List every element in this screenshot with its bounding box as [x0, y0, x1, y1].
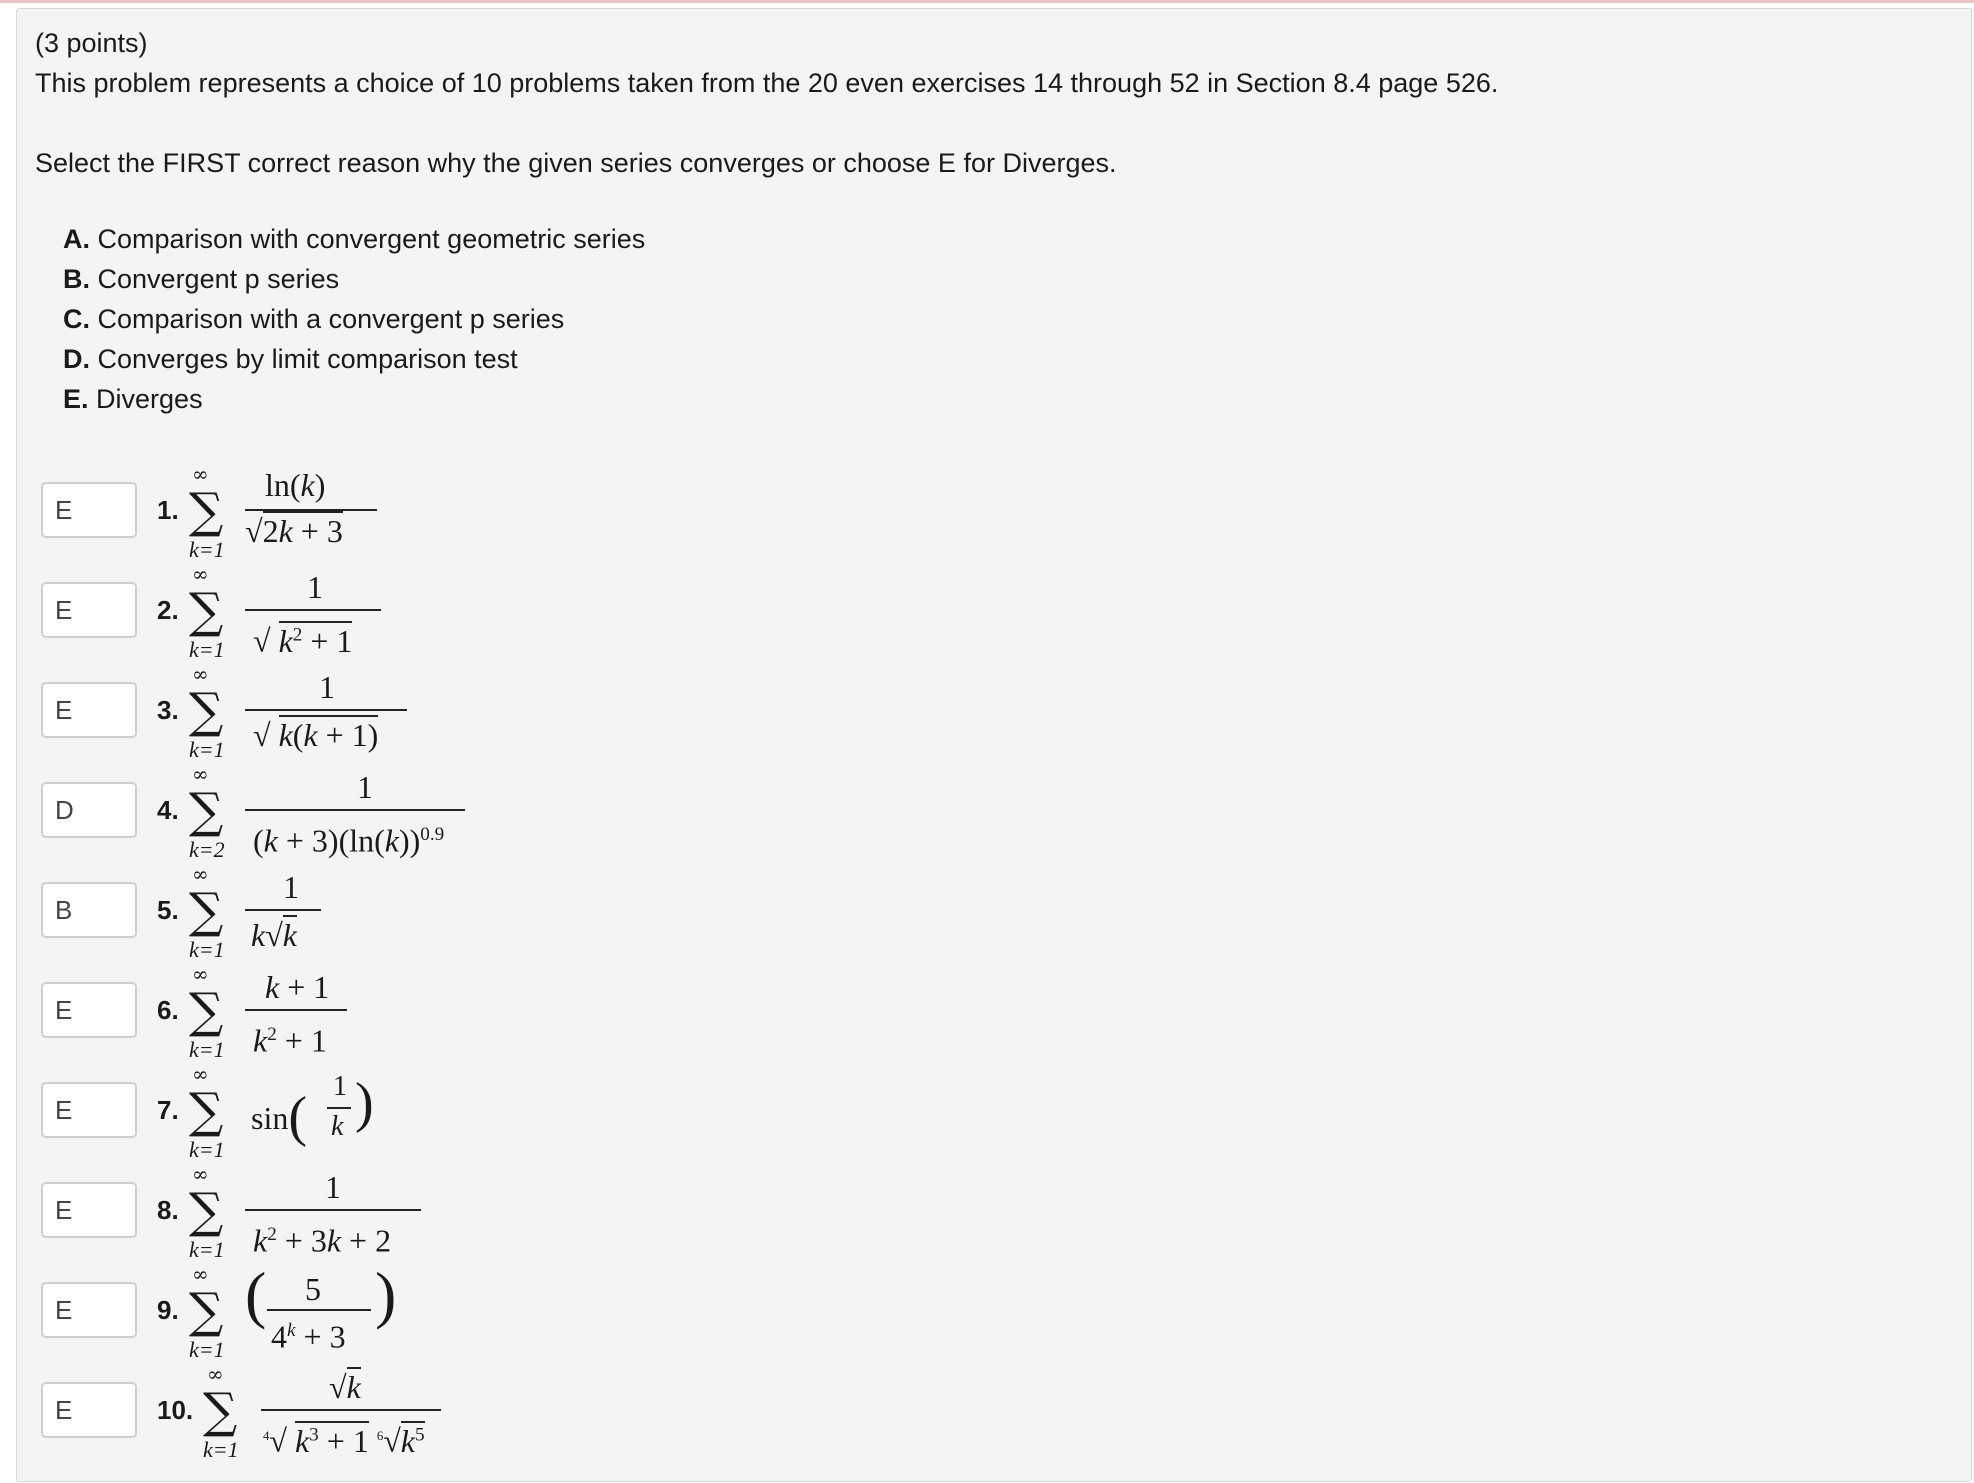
- expression-7: sin(: [251, 1086, 307, 1148]
- expression-6: k + 1: [265, 969, 330, 1005]
- sum-lower-7: k=1: [189, 1137, 225, 1162]
- option-b: B. Convergent p series: [63, 264, 340, 294]
- problem-number-9: 9.: [157, 1295, 179, 1325]
- sigma-8: ∑: [189, 1183, 224, 1239]
- option-c: C. Comparison with a convergent p series: [63, 304, 565, 334]
- answer-input-4[interactable]: D: [41, 782, 137, 838]
- expression-2: 1: [307, 569, 323, 605]
- answer-input-6[interactable]: E: [41, 982, 137, 1038]
- sum-upper-5: ∞: [192, 862, 209, 886]
- sum-upper-2: ∞: [192, 562, 209, 586]
- sum-upper-6: ∞: [192, 962, 209, 986]
- option-a: A. Comparison with convergent geometric series: [63, 224, 646, 254]
- sum-upper-4: ∞: [192, 762, 209, 786]
- problem-number-7: 7.: [157, 1095, 179, 1125]
- problem-number-2: 2.: [157, 595, 179, 625]
- problem-number-4: 4.: [157, 795, 179, 825]
- sum-upper-7: ∞: [192, 1062, 209, 1086]
- answer-input-2[interactable]: E: [41, 582, 137, 638]
- answer-input-7[interactable]: E: [41, 1082, 137, 1138]
- expression-8: 1: [325, 1169, 341, 1205]
- problem-description: This problem represents a choice of 10 problems taken from the 20 even exercises 14 through 52 in Section 8.4 page 526.: [35, 68, 1499, 98]
- sigma-3: ∑: [189, 683, 224, 739]
- expression-5: 1: [283, 869, 299, 905]
- sum-upper-1: ∞: [192, 462, 209, 486]
- expression-4: 1: [357, 769, 373, 805]
- sum-upper-10: ∞: [207, 1362, 224, 1386]
- sum-lower-6: k=1: [189, 1037, 225, 1062]
- answer-input-8[interactable]: E: [41, 1182, 137, 1238]
- expression-1: ln(k): [265, 467, 326, 503]
- sigma-6: ∑: [189, 983, 224, 1039]
- problem-number-6: 6.: [157, 995, 179, 1025]
- answer-input-9[interactable]: E: [41, 1282, 137, 1338]
- expression-10: √k: [329, 1369, 361, 1405]
- expression-9: (: [245, 1259, 267, 1330]
- sigma-4: ∑: [189, 783, 224, 839]
- sigma-7: ∑: [189, 1083, 224, 1139]
- sum-lower-5: k=1: [189, 937, 225, 962]
- sigma-10: ∑: [203, 1383, 238, 1439]
- sigma-2: ∑: [189, 583, 224, 639]
- sum-lower-8: k=1: [189, 1237, 225, 1262]
- problem-number-8: 8.: [157, 1195, 179, 1225]
- sigma-1: ∑: [189, 483, 224, 539]
- problem-number-1: 1.: [157, 495, 179, 525]
- points-label: (3 points): [35, 28, 148, 58]
- answer-input-10[interactable]: E: [41, 1382, 137, 1438]
- problem-number-5: 5.: [157, 895, 179, 925]
- instruction-text: Select the FIRST correct reason why the given series converges or choose E for Diverges.: [35, 148, 1117, 178]
- top-border: [0, 0, 1974, 3]
- answer-input-3[interactable]: E: [41, 682, 137, 738]
- sum-lower-10: k=1: [203, 1437, 239, 1462]
- sum-lower-2: k=1: [189, 637, 225, 662]
- answer-input-5[interactable]: B: [41, 882, 137, 938]
- answer-input-1[interactable]: E: [41, 482, 137, 538]
- problem-number-3: 3.: [157, 695, 179, 725]
- option-e: E. Diverges: [63, 384, 203, 414]
- problem-panel: (3 points) This problem represents a choice of 10 problems taken from the 20 even exercises 14 through 52 in Section 8.4 page 526. Select the FIRST correct reason why the given series converges or choose E for Diverges. A. Comparison with convergent geometric series B. Convergent p series C. Comparison with a convergent p series D. Converges by limit comparison test E. Diverges E 1. ∞ ∑ k=1 ln(k) √2k + 3 E 2. ∞ ∑ k=1 1 √ $k^2 + 1$ E 3. ∞ ∑ k=1 1 √ k(k + 1) D 4. ∞ ∑ k=2 1 $(k + 3)(\ln(k))^{0.9}$ B 5. ∞ ∑ k=1 1 k√k E 6. ∞ ∑ k=1 k + 1 $k^2 + 1$ E 7. ∞ ∑ k=1 sin( 1 k ) E 8. ∞ ∑ k=1 1 $k^2 + 3k + 2$ E 9. ∞ ∑ k=1 ( 5 $4^k + 3$ ) E 10. ∞ ∑ k=1 √k $^4$√ $k^3 + 1$ $^6√k^5$: [16, 8, 1972, 1482]
- sum-upper-8: ∞: [192, 1162, 209, 1186]
- sum-upper-3: ∞: [192, 662, 209, 686]
- sum-lower-9: k=1: [189, 1337, 225, 1362]
- sigma-5: ∑: [189, 883, 224, 939]
- problem-number-10: 10.: [157, 1395, 194, 1425]
- sum-lower-3: k=1: [189, 737, 225, 762]
- sum-lower-1: k=1: [189, 537, 225, 562]
- sum-lower-4: k=2: [189, 837, 225, 862]
- sigma-9: ∑: [189, 1283, 224, 1339]
- option-d: D. Converges by limit comparison test: [63, 344, 518, 374]
- sum-upper-9: ∞: [192, 1262, 209, 1286]
- expression-3: 1: [319, 669, 335, 705]
